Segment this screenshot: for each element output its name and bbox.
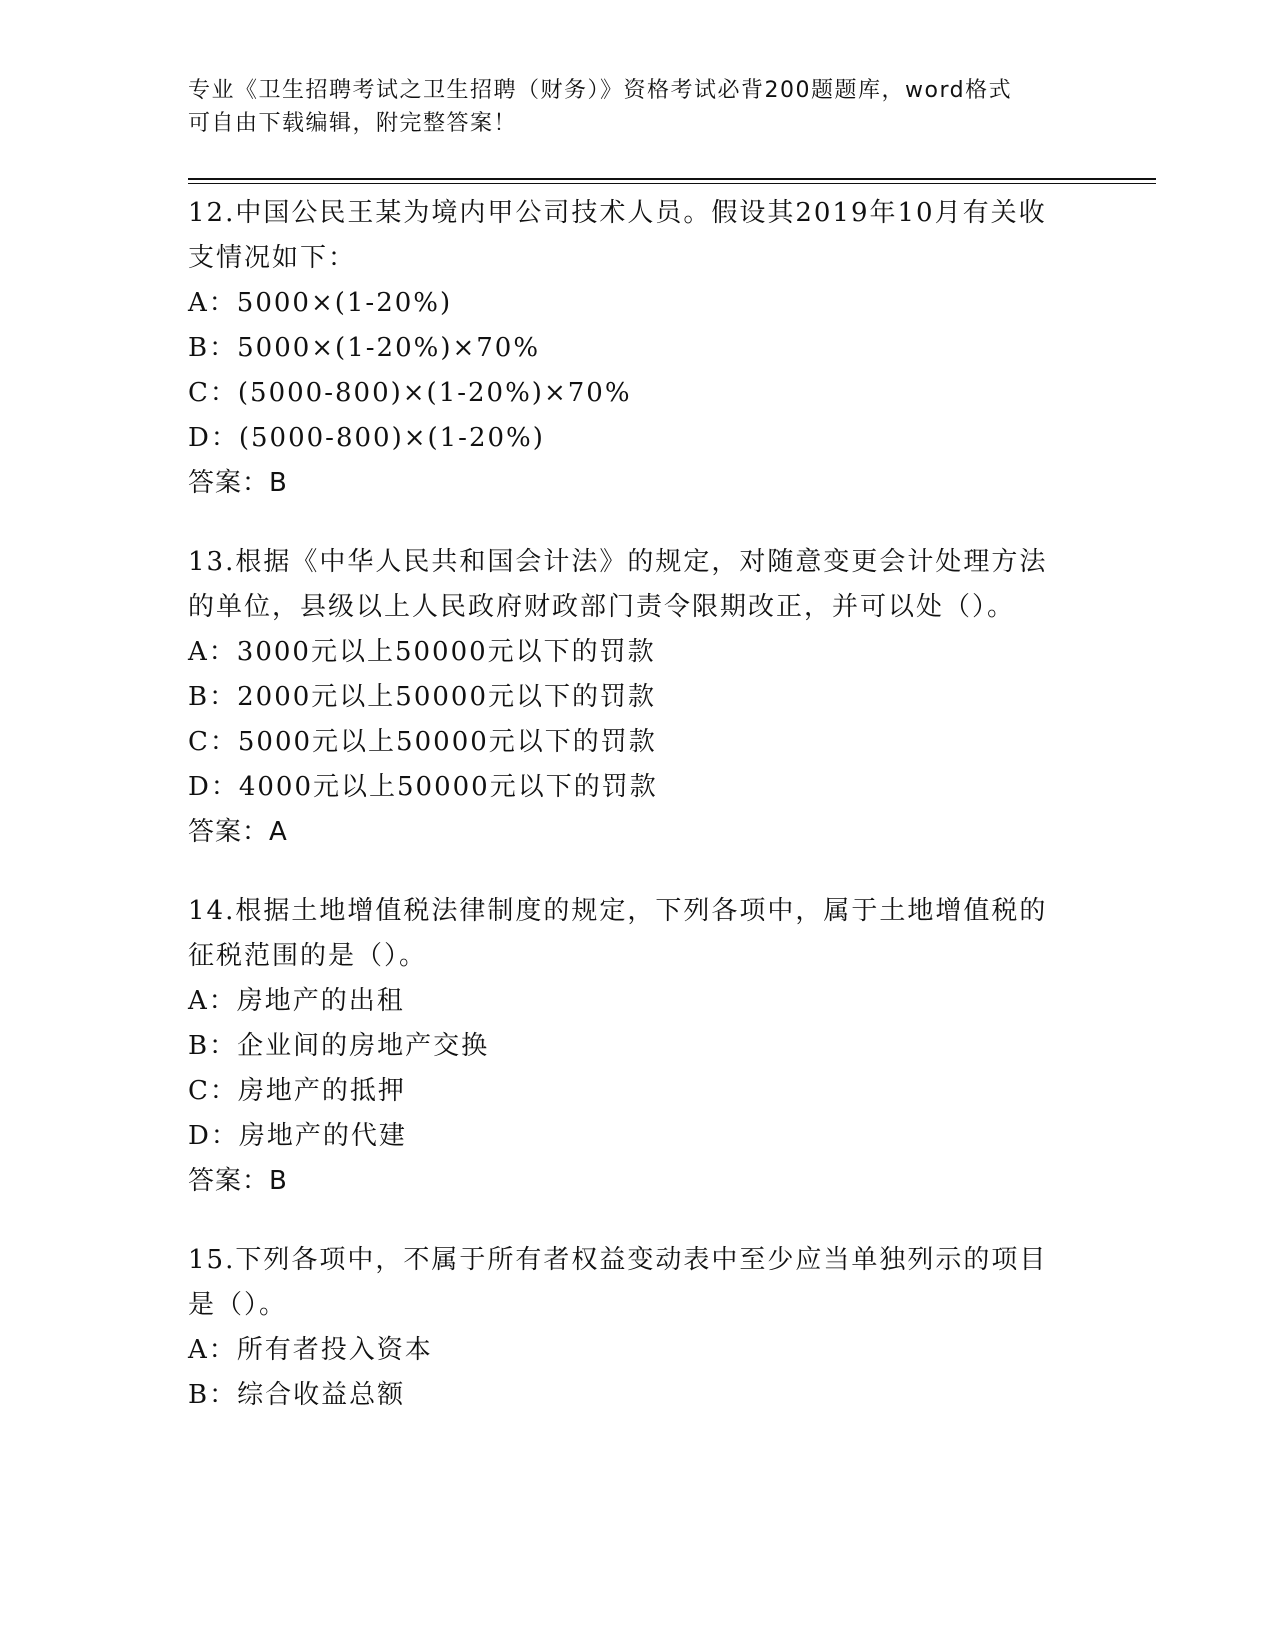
question-stem-line: 13.根据《中华人民共和国会计法》的规定，对随意变更会计处理方法 bbox=[188, 547, 1048, 577]
option-d: D：4000元以上50000元以下的罚款 bbox=[188, 772, 658, 802]
option-b: B：综合收益总额 bbox=[188, 1380, 406, 1410]
option-a: A：5000×(1-20%) bbox=[188, 288, 453, 318]
header-divider-thin bbox=[188, 183, 1156, 184]
question-list bbox=[188, 191, 1088, 1452]
option-a: A：所有者投入资本 bbox=[188, 1335, 433, 1365]
question-12 bbox=[188, 191, 1088, 506]
option-b: B：5000×(1-20%)×70% bbox=[188, 333, 541, 363]
answer: 答案：A bbox=[188, 817, 288, 847]
option-a: A：3000元以上50000元以下的罚款 bbox=[188, 637, 656, 667]
answer: 答案：B bbox=[188, 468, 288, 498]
option-a: A：房地产的出租 bbox=[188, 986, 405, 1016]
option-c: C：(5000-800)×(1-20%)×70% bbox=[188, 378, 632, 408]
question-stem-line: 12.中国公民王某为境内甲公司技术人员。假设其2019年10月有关收 bbox=[188, 198, 1047, 228]
header-line-1: 专业《卫生招聘考试之卫生招聘（财务）》资格考试必背200题题库，word格式 bbox=[188, 78, 1013, 103]
question-stem-line: 是（）。 bbox=[188, 1290, 288, 1320]
header-line-2: 可自由下载编辑，附完整答案！ bbox=[188, 111, 518, 136]
header-divider-thick bbox=[188, 178, 1156, 180]
question-stem-line: 的单位，县级以上人民政府财政部门责令限期改正，并可以处（）。 bbox=[188, 592, 1016, 622]
option-c: C：房地产的抵押 bbox=[188, 1076, 406, 1106]
question-15 bbox=[188, 1238, 1088, 1418]
question-14 bbox=[188, 889, 1088, 1204]
question-13 bbox=[188, 540, 1088, 855]
answer: 答案：B bbox=[188, 1166, 288, 1196]
option-b: B：2000元以上50000元以下的罚款 bbox=[188, 682, 656, 712]
option-c: C：5000元以上50000元以下的罚款 bbox=[188, 727, 657, 757]
question-stem-line: 15.下列各项中，不属于所有者权益变动表中至少应当单独列示的项目 bbox=[188, 1245, 1048, 1275]
question-stem-line: 14.根据土地增值税法律制度的规定，下列各项中，属于土地增值税的 bbox=[188, 896, 1048, 926]
document-header bbox=[188, 74, 1068, 140]
option-d: D：房地产的代建 bbox=[188, 1121, 407, 1151]
option-d: D：(5000-800)×(1-20%) bbox=[188, 423, 545, 453]
question-stem-line: 支情况如下： bbox=[188, 243, 357, 273]
question-stem-line: 征税范围的是（）。 bbox=[188, 941, 428, 971]
option-b: B：企业间的房地产交换 bbox=[188, 1031, 490, 1061]
